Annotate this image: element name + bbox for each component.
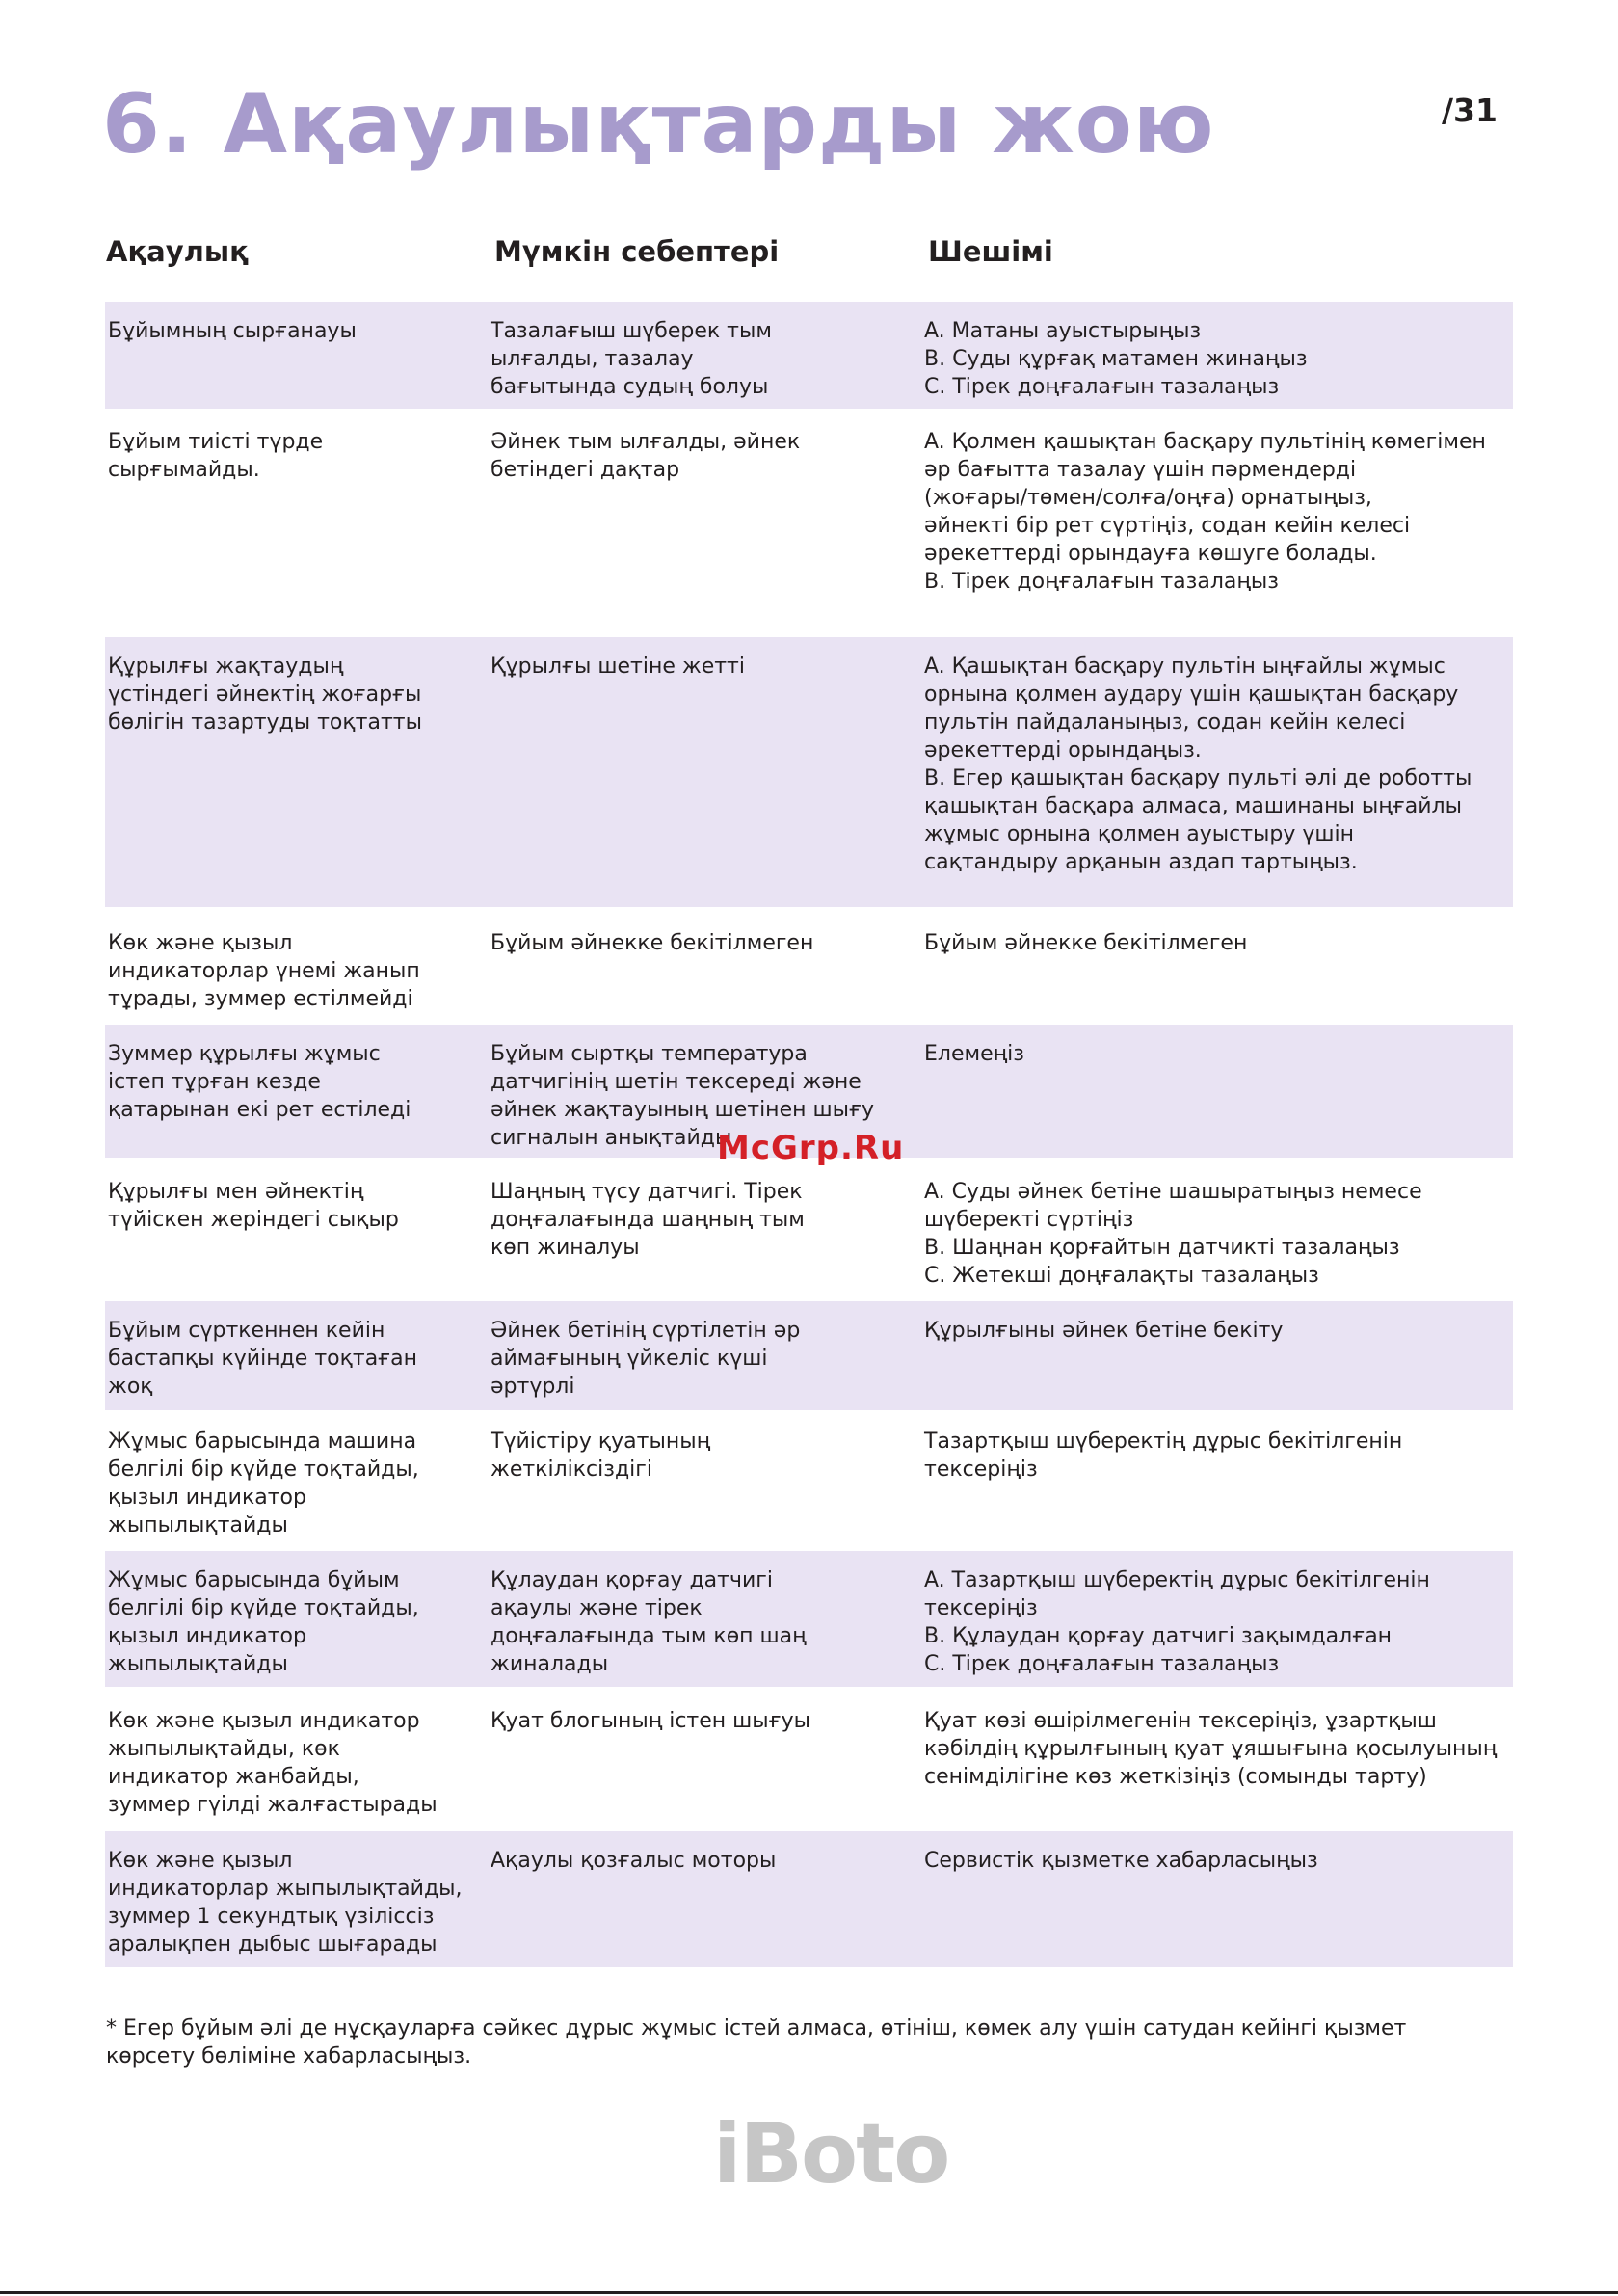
solution-cell: A. Қашықтан басқару пультін ыңғайлы жұмыс орнына қолмен аудару үшін қашықтан басқару пультін пайдаланыңыз, содан кейін келесі әрекеттерді орындаңыз. B. Егер қашықтан басқару пульті әлі де роботты қашықтан басқара алмаса, машинаны ыңғайлы жұмыс орнына қолмен ауыстыру үшін сақтандыру арқанын аздап тартыңыз. <box>924 654 1472 874</box>
table-row <box>105 1551 1513 1687</box>
solution-cell: A. Матаны ауыстырыңыз B. Суды құрғақ матамен жинаңыз C. Тірек доңғалағын тазалаңыз <box>924 319 1308 399</box>
page-title: 6. Ақаулықтарды жою <box>102 76 1215 173</box>
cause-cell: Тазалағыш шүберек тым ылғалды, тазалау бағытында судың болуы <box>491 319 772 399</box>
cause-cell: Бұйым сыртқы температура датчигінің шетін тексереді және әйнек жақтауының шетінен шығу сигналын анықтайды <box>491 1042 874 1150</box>
table-row <box>105 1301 1513 1410</box>
watermark: McGrp.Ru <box>717 1129 905 1167</box>
brand-logo: iBoto <box>713 2106 949 2203</box>
solution-cell: Елемеңіз <box>924 1042 1024 1066</box>
table-row <box>105 1692 1513 1825</box>
solution-cell: Сервистік қызметке хабарласыңыз <box>924 1849 1318 1873</box>
fault-cell: Зуммер құрылғы жұмыс істеп тұрған кезде қатарынан екі рет естіледі <box>108 1042 411 1122</box>
table-row <box>105 1162 1513 1296</box>
header-solution: Шешімі <box>928 235 1053 268</box>
solution-cell: Тазартқыш шүберектің дұрыс бекітілгенін тексеріңіз <box>924 1429 1403 1482</box>
bottom-divider <box>0 2291 1618 2294</box>
cause-cell: Ақаулы қозғалыс моторы <box>491 1849 777 1873</box>
cause-cell: Бұйым әйнекке бекітілмеген <box>491 931 814 955</box>
header-causes: Мүмкін себептері <box>494 235 780 268</box>
fault-cell: Бұйым тиісті түрде сырғымайды. <box>108 430 324 482</box>
fault-cell: Көк және қызыл индикаторлар жыпылықтайды, зуммер 1 секундтық үзіліссіз аралықпен дыбыс шығарады <box>108 1849 463 1957</box>
table-row <box>105 1412 1513 1545</box>
page-number: /31 <box>1442 92 1498 129</box>
cause-cell: Түйістіру қуатының жеткіліксіздігі <box>491 1429 711 1482</box>
cause-cell: Әйнек тым ылғалды, әйнек бетіндегі дақтар <box>491 430 801 482</box>
solution-cell: A. Тазартқыш шүберектің дұрыс бекітілгенін тексеріңіз B. Құлаудан қорғау датчигі зақымдалған C. Тірек доңғалағын тазалаңыз <box>924 1568 1430 1676</box>
footnote: * Егер бұйым әлі де нұсқауларға сәйкес дұрыс жұмыс істей алмаса, өтініш, көмек алу үшін сатудан кейінгі қызмет көрсету бөліміне хабарласыңыз. <box>106 2016 1407 2069</box>
table-row <box>105 914 1513 1021</box>
cause-cell: Әйнек бетінің сүртілетін әр аймағының үйкеліс күші әртүрлі <box>491 1319 801 1399</box>
cause-cell: Қуат блогының істен шығуы <box>491 1709 811 1733</box>
fault-cell: Жұмыс барысында бұйым белгілі бір күйде тоқтайды, қызыл индикатор жыпылықтайды <box>108 1568 419 1676</box>
solution-cell: A. Қолмен қашықтан басқару пультінің көмегімен әр бағытта тазалау үшін пәрмендерді (жоғары/төмен/солға/оңға) орнатыңыз, әйнекті бір рет сүртіңіз, содан кейін келесі әрекеттерді орындауға көшуге болады. B. Тірек доңғалағын тазалаңыз <box>924 430 1486 594</box>
table-row <box>105 637 1513 907</box>
fault-cell: Құрылғы жақтаудың үстіндегі әйнектің жоғарғы бөлігін тазартуды тоқтатты <box>108 654 422 734</box>
cause-cell: Шаңның түсу датчигі. Тірек доңғалағында шаңның тым көп жиналуы <box>491 1180 805 1260</box>
table-row <box>105 1831 1513 1967</box>
solution-cell: Құрылғыны әйнек бетіне бекіту <box>924 1319 1284 1343</box>
table-row <box>105 413 1513 637</box>
solution-cell: A. Суды әйнек бетіне шашыратыңыз немесе шүберекті сүртіңіз B. Шаңнан қорғайтын датчикті тазалаңыз C. Жетекші доңғалақты тазалаңыз <box>924 1180 1422 1288</box>
cause-cell: Құлаудан қорғау датчигі ақаулы және тірек доңғалағында тым көп шаң жиналады <box>491 1568 807 1676</box>
solution-cell: Қуат көзі өшірілмегенін тексеріңіз, ұзартқыш кәбілдің құрылғының қуат ұяшығына қосылуының сенімділігіне көз жеткізіңіз (сомынды тарту) <box>924 1709 1498 1789</box>
fault-cell: Бұйымның сырғанауы <box>108 319 357 343</box>
solution-cell: Бұйым әйнекке бекітілмеген <box>924 931 1248 955</box>
fault-cell: Жұмыс барысында машина белгілі бір күйде тоқтайды, қызыл индикатор жыпылықтайды <box>108 1429 419 1537</box>
table-header <box>106 235 1513 274</box>
fault-cell: Көк және қызыл индикатор жыпылықтайды, көк индикатор жанбайды, зуммер гүілді жалғастырады <box>108 1709 438 1817</box>
table-row <box>105 302 1513 409</box>
cause-cell: Құрылғы шетіне жетті <box>491 654 745 679</box>
fault-cell: Бұйым сүрткеннен кейін бастапқы күйінде тоқтаған жоқ <box>108 1319 418 1399</box>
header-fault: Ақаулық <box>106 235 249 268</box>
fault-cell: Құрылғы мен әйнектің түйіскен жеріндегі сықыр <box>108 1180 399 1232</box>
fault-cell: Көк және қызыл индикаторлар үнемі жанып тұрады, зуммер естілмейді <box>108 931 420 1011</box>
